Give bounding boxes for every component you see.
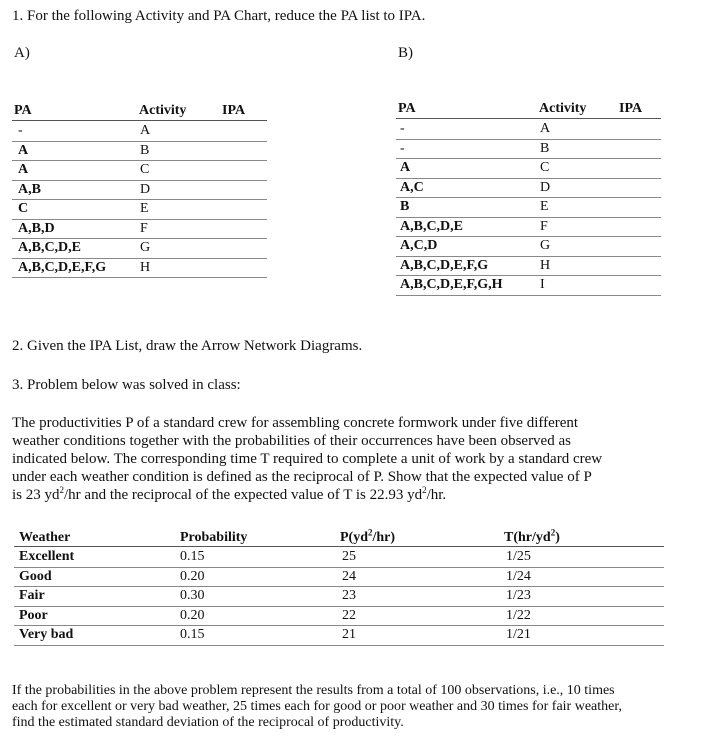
table-b-row-rule: [396, 158, 661, 159]
table-a-activity-cell: D: [140, 181, 151, 197]
probability-header: Probability: [180, 530, 248, 545]
time-cell: 1/25: [506, 549, 531, 564]
probability-cell: 0.20: [180, 568, 205, 584]
table-a-pa-cell: C: [18, 201, 29, 216]
productivity-cell: 21: [342, 627, 356, 642]
probability-cell: 0.15: [180, 549, 205, 564]
table-a-pa-cell: A,B,C,D,E: [18, 240, 82, 255]
time-cell: 1/23: [506, 588, 531, 603]
weather-cell: Poor: [19, 607, 48, 623]
problem-paragraph: [12, 414, 658, 504]
weather-row-rule: [14, 645, 664, 646]
table-a-header-activity: Activity: [139, 103, 187, 118]
table-a-row-rule: [12, 238, 267, 239]
table-a-activity-cell: C: [140, 162, 150, 177]
table-b-row-rule: [396, 197, 661, 198]
table-b-activity-cell: F: [540, 218, 548, 234]
probability-cell: 0.15: [180, 627, 205, 642]
table-b-activity-cell: G: [540, 238, 551, 253]
table-b-row-rule: [396, 217, 661, 218]
table-a-header-ipa: IPA: [222, 103, 246, 118]
table-b-pa-cell: A,B,C,D,E: [400, 218, 464, 234]
table-b-activity-cell: H: [540, 257, 551, 273]
time-cell: 1/24: [506, 568, 531, 584]
table-b-activity-cell: A: [540, 121, 551, 136]
table-b-activity-cell: C: [540, 160, 550, 175]
time-cell: 1/22: [506, 607, 531, 623]
productivity-header: $P(yd^2/hr)$: [340, 527, 396, 545]
table-a-pa-cell: A: [18, 162, 29, 177]
productivity-cell: 24: [342, 568, 356, 584]
table-a-pa-cell: -: [18, 123, 23, 138]
paragraph-line: weather conditions together with the probabilities of their occurrences have been observed as: [12, 433, 571, 449]
table-a-activity-cell: E: [140, 201, 149, 216]
weather-row-rule: [14, 586, 664, 587]
table-b-row-rule: [396, 275, 661, 276]
weather-row-rule: [14, 606, 664, 607]
productivity-cell: 22: [342, 607, 356, 623]
time-cell: 1/21: [506, 627, 531, 642]
table-b-pa-cell: -: [400, 140, 405, 156]
table-b-header-rule: [396, 118, 661, 119]
followup-line: each for excellent or very bad weather, 25 times each for good or poor weather and 30 times for fair weather,: [12, 699, 622, 714]
table-b-pa-cell: A,C: [400, 179, 424, 195]
table-a-activity-cell: G: [140, 240, 151, 255]
paragraph-line: is 23 $yd^2/hr$ and the reciprocal of the expected value of T is 22.93 $yd^2/hr$.: [12, 485, 447, 503]
table-b-pa-cell: -: [400, 121, 405, 136]
table-a-pa-cell: A,B,C,D,E,F,G: [18, 259, 107, 275]
table-a-pa-cell: A,B: [18, 181, 41, 197]
table-b-pa-cell: A,B,C,D,E,F,G: [400, 257, 489, 273]
table-b-row-rule: [396, 178, 661, 179]
weather-row-rule: [14, 567, 664, 568]
table-b-activity-cell: I: [540, 277, 545, 292]
table-a-activity-cell: H: [140, 259, 151, 275]
table-a-pa-cell: A: [18, 142, 29, 158]
table-a-header-pa: PA: [14, 103, 32, 118]
weather-header: Weather: [19, 530, 71, 545]
table-a-row-rule: [12, 141, 267, 142]
table-a-activity-cell: B: [140, 142, 150, 158]
table-a-activity-cell: F: [140, 220, 148, 236]
followup-paragraph: [12, 683, 662, 731]
question-3-text: 3. Problem below was solved in class:: [12, 377, 241, 393]
paragraph-line: under each weather condition is defined as the reciprocal of P. Show that the expected value of P: [12, 469, 592, 485]
table-a-pa-cell: A,B,D: [18, 220, 55, 236]
part-b-label: B): [398, 45, 413, 61]
question-2-text: 2. Given the IPA List, draw the Arrow Network Diagrams.: [12, 338, 363, 354]
weather-cell: Excellent: [19, 549, 75, 564]
paragraph-line: indicated below. The corresponding time T required to complete a unit of work by a standard crew: [12, 451, 603, 467]
paragraph-line: The productivities P of a standard crew for assembling concrete formwork under five different: [12, 415, 579, 431]
table-b-header-ipa: IPA: [619, 101, 643, 116]
table-b-row-rule: [396, 236, 661, 237]
table-b-header-activity: Activity: [539, 101, 587, 116]
productivity-cell: 23: [342, 588, 356, 603]
followup-line: find the estimated standard deviation of the reciprocal of productivity.: [12, 715, 404, 730]
table-b-pa-cell: A,C,D: [400, 238, 438, 253]
table-a-row-rule: [12, 180, 267, 181]
part-a-label: A): [14, 45, 30, 61]
table-b-pa-cell: A,B,C,D,E,F,G,H: [400, 277, 503, 292]
table-b-pa-cell: B: [400, 199, 410, 214]
table-a-row-rule: [12, 219, 267, 220]
table-b-activity-cell: D: [540, 179, 551, 195]
table-a-header-rule: [12, 120, 267, 121]
weather-cell: Good: [19, 568, 52, 584]
weather-cell: Very bad: [19, 627, 74, 642]
followup-line: If the probabilities in the above problem represent the results from a total of 100 observations, i.e., 10 times: [12, 683, 615, 698]
table-b-activity-cell: B: [540, 140, 550, 156]
probability-cell: 0.30: [180, 588, 205, 603]
question-1-text: 1. For the following Activity and PA Chart, reduce the PA list to IPA.: [12, 8, 426, 24]
weather-cell: Fair: [19, 588, 45, 603]
table-a-activity-cell: A: [140, 123, 151, 138]
table-b-row-rule: [396, 256, 661, 257]
table-b-row-rule: [396, 295, 661, 296]
table-b-activity-cell: E: [540, 199, 549, 214]
productivity-cell: 25: [342, 549, 356, 564]
table-a-row-rule: [12, 258, 267, 259]
probability-cell: 0.20: [180, 607, 205, 623]
table-a-row-rule: [12, 277, 267, 278]
table-b-header-pa: PA: [398, 101, 416, 116]
weather-row-rule: [14, 625, 664, 626]
time-header: $T(hr/yd^2)$: [504, 527, 560, 545]
table-a-row-rule: [12, 160, 267, 161]
table-a-row-rule: [12, 199, 267, 200]
table-b-row-rule: [396, 139, 661, 140]
weather-header-rule: [14, 546, 664, 547]
table-b-pa-cell: A: [400, 160, 411, 175]
